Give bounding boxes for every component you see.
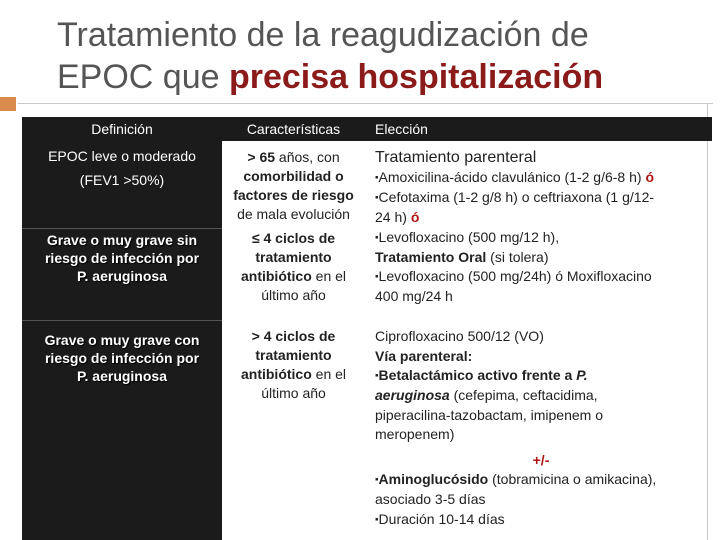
- title-line-2: [57, 56, 707, 98]
- row-divider-2: [22, 320, 222, 321]
- eleccion-2: [375, 327, 707, 530]
- eleccion2-line3: [375, 366, 707, 386]
- eleccion1-line4: [375, 208, 707, 228]
- row3-car-line3: [222, 365, 365, 384]
- row2-def-line3: P. aeruginosa: [76, 268, 167, 284]
- eleccion2-aminoglucosido: Aminoglucósido: [378, 471, 489, 488]
- eleccion2-plusminus: +/-: [532, 451, 550, 468]
- eleccion1-levofloxacino-1: Levofloxacino (500 mg/12 h),: [378, 228, 560, 245]
- title-divider: [18, 103, 713, 104]
- row1-car-line4: de mala evolución: [237, 206, 350, 222]
- bullet-icon: ▪: [375, 474, 379, 486]
- eleccion2-aeruginosa: aeruginosa: [375, 387, 450, 404]
- row1-def-line1: EPOC leve o moderado: [48, 148, 196, 164]
- bullet-icon: ▪: [375, 370, 379, 382]
- row3-caracteristicas: [222, 327, 365, 403]
- row1-caracteristicas: [222, 148, 365, 224]
- eleccion1-line8: 400 mg/24 h: [375, 288, 453, 305]
- row3-car-line2: tratamiento: [255, 347, 332, 363]
- row3-def-line2: riesgo de infección por: [44, 350, 200, 366]
- row-divider-1: [22, 228, 222, 229]
- row2-car-rest: en el: [311, 268, 347, 284]
- row1-car-rest: años, con: [275, 149, 340, 165]
- eleccion1-line6: [375, 248, 707, 268]
- eleccion2-line10: [375, 510, 707, 530]
- row1-car-bold: > 65: [247, 149, 276, 165]
- eleccion2-duracion: Duración 10-14 días: [378, 510, 505, 527]
- row3-car-line4: último año: [261, 385, 326, 401]
- title-line-1: Tratamiento de la reagudización de: [57, 16, 589, 54]
- page-title: [57, 14, 707, 98]
- eleccion1-heading: Tratamiento parenteral: [375, 149, 537, 166]
- row3-car-rest: en el: [311, 366, 347, 382]
- eleccion1-cefotaxima: Cefotaxima (1-2 g/8 h) o ceftriaxona (1 g/12-: [378, 189, 655, 206]
- row1-car-line3: factores de riesgo: [233, 187, 354, 203]
- bullet-icon: ▪: [375, 172, 379, 184]
- eleccion1-24h: 24 h): [375, 209, 407, 226]
- eleccion1-o-2: ó: [410, 209, 420, 226]
- title-prefix: EPOC que: [57, 58, 229, 96]
- eleccion1-amoxicilina: Amoxicilina-ácido clavulánico (1-2 g/6-8 h): [378, 169, 642, 185]
- row3-car-bold: antibiótico: [240, 366, 312, 382]
- eleccion1-line2: [375, 168, 707, 188]
- eleccion1-oral-rest: (si tolera): [486, 248, 549, 265]
- eleccion2-line4: [375, 386, 707, 406]
- title-highlight: precisa hospitalización: [228, 58, 604, 96]
- bullet-icon: ▪: [375, 192, 379, 204]
- header-eleccion: Elección: [375, 121, 428, 137]
- row3-definicion: [22, 331, 222, 385]
- row2-definicion: [22, 231, 222, 285]
- eleccion1-o-1: ó: [645, 169, 655, 185]
- eleccion2-line8: [375, 470, 707, 490]
- row2-car-bold: antibiótico: [240, 268, 312, 284]
- bullet-icon: ▪: [375, 271, 379, 283]
- eleccion1-line7: [375, 267, 707, 287]
- eleccion2-p: P.: [576, 367, 588, 383]
- row2-car-line3: [222, 267, 365, 286]
- row2-car-line4: último año: [261, 287, 326, 303]
- row2-caracteristicas: [222, 229, 365, 305]
- row3-def-line3: P. aeruginosa: [76, 368, 167, 384]
- row3-car-line1: > 4 ciclos de: [251, 328, 336, 344]
- row3-def-line1: Grave o muy grave con: [44, 332, 200, 348]
- header-definicion: Definición: [91, 121, 153, 137]
- row1-car-line1: [222, 148, 365, 167]
- eleccion2-line5: piperacilina-tazobactam, imipenem o: [375, 406, 603, 423]
- accent-square: [0, 97, 16, 111]
- eleccion2-tobramicina: (tobramicina o amikacina),: [488, 471, 657, 488]
- row1-car-line2: comorbilidad o: [243, 168, 344, 184]
- eleccion1-line5: [375, 228, 707, 248]
- row1-def-line2: (FEV1 >50%): [79, 172, 165, 188]
- header-caracteristicas: Características: [246, 121, 341, 137]
- right-divider: [707, 103, 708, 540]
- row1-definicion: [22, 147, 222, 189]
- eleccion2-via-parenteral: Vía parenteral:: [375, 347, 473, 364]
- eleccion2-ciprofloxacino: Ciprofloxacino 500/12 (VO): [375, 328, 544, 344]
- eleccion1-levofloxacino-2: Levofloxacino (500 mg/24h) ó Moxifloxacino: [378, 268, 652, 285]
- eleccion2-betalactamico: Betalactámico activo frente a: [378, 367, 577, 383]
- bullet-icon: ▪: [375, 232, 379, 244]
- row2-car-line2: tratamiento: [255, 249, 332, 265]
- row2-def-line1: Grave o muy grave sin: [46, 232, 198, 248]
- row2-car-line1: ≤ 4 ciclos de: [251, 230, 336, 246]
- eleccion1-oral-bold: Tratamiento Oral: [375, 248, 487, 265]
- bullet-icon: ▪: [375, 514, 379, 526]
- eleccion2-line6: meropenem): [375, 426, 455, 443]
- eleccion2-cefepima: (cefepima, ceftacidima,: [449, 387, 598, 404]
- eleccion2-line9: asociado 3-5 días: [375, 491, 486, 508]
- eleccion1-line3: [375, 188, 707, 208]
- row2-def-line2: riesgo de infección por: [44, 250, 200, 266]
- eleccion-1: [375, 148, 707, 307]
